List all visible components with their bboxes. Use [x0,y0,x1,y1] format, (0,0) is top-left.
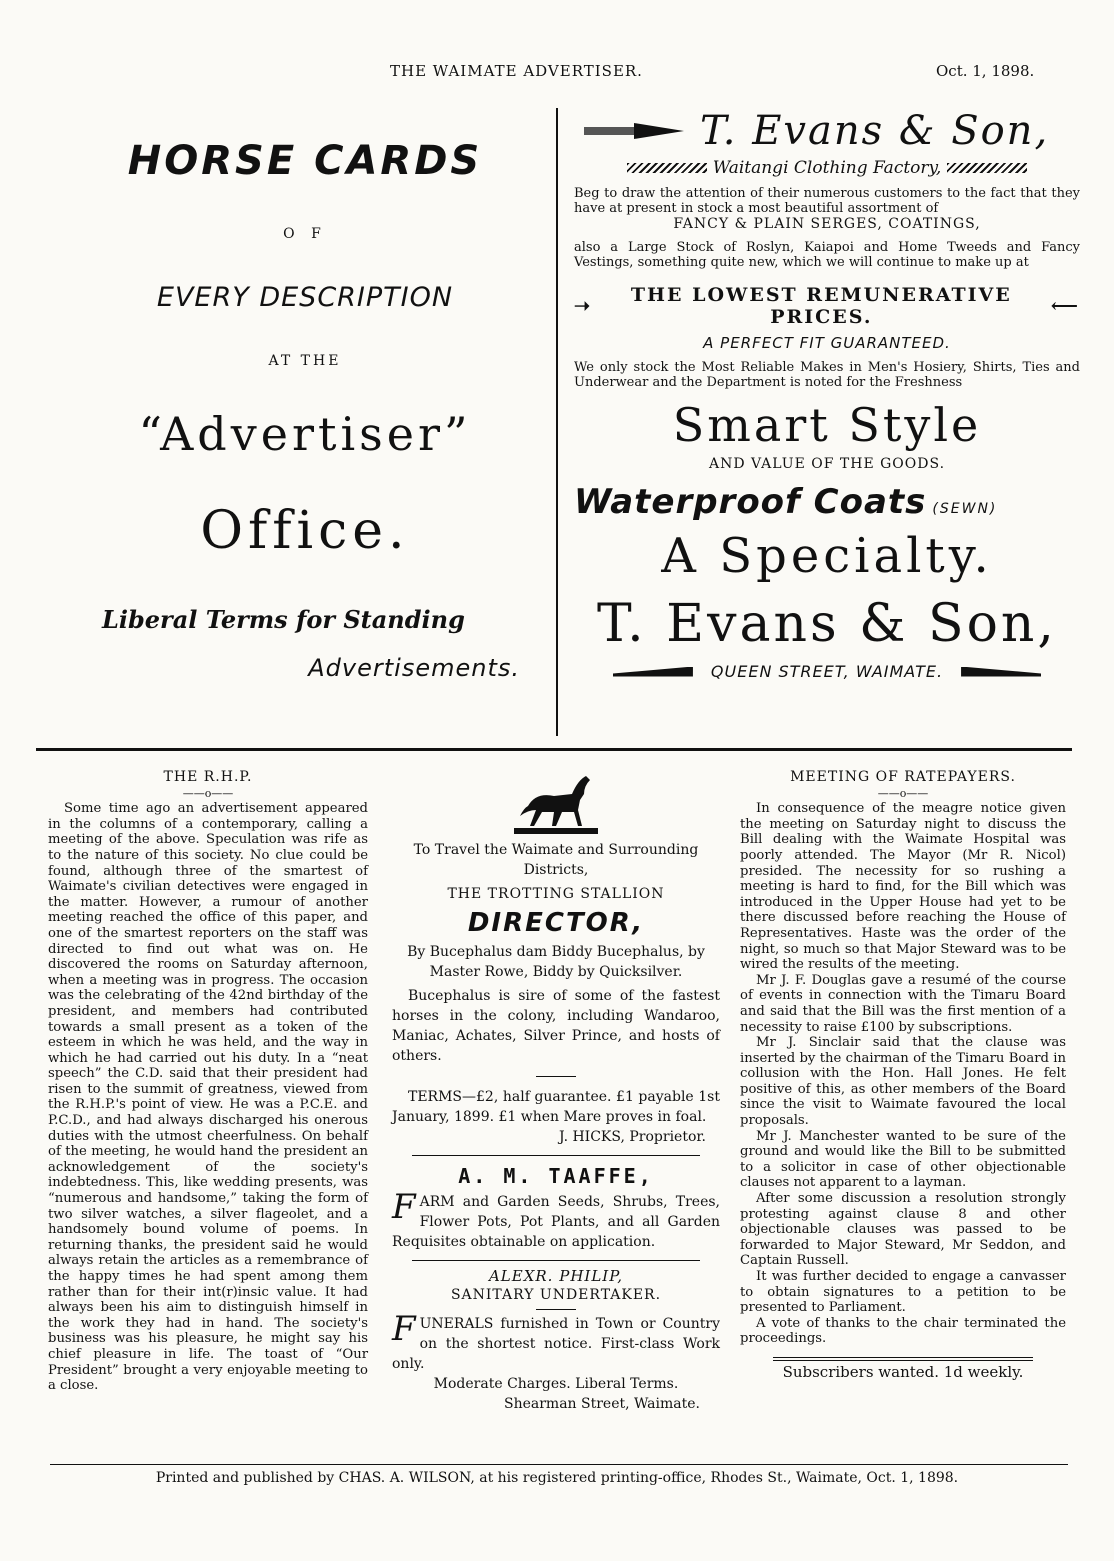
ad-of: O F [283,226,327,242]
farm-dropcap: F [392,1187,416,1227]
divider-line-2 [412,1260,700,1261]
ad-at-the: AT THE [268,353,342,369]
street-text: Shearman Street, Waimate. [503,1395,700,1412]
evans-title: T. Evans & Son, [700,108,1050,154]
ratepayers-p5: After some discussion a resolution strongly protesting against clause 8 and other objectionable clauses was passed to be forwarded to Major Steward, Mr Seddon, and Captain Russell. [740,1191,1066,1269]
hatch-right-icon [947,163,1027,173]
perfect-fit: A PERFECT FIT GUARANTEED. [703,334,951,352]
value-text: AND VALUE OF THE GOODS. [708,456,946,472]
ratepayers-p1: In consequence of the meagre notice given the meeting on Saturday night to discuss the Bill dealing with the Waimate Hospital was poorly attended. The Mayor (Mr R. Nicol) presided. The necessity for so rushing a meeting is hard to find, for the Bill which was introduced in the Upper House had yet to be there discussed before reaching the House of Representatives. Haste was the order of the night, so much so that Major Steward was to be wired the results of the meeting. [740,801,1066,973]
ratepayers-ornament: ——o—— [877,786,929,800]
sewn-text: (SEWN) [932,501,998,517]
ad-advertisements: Advertisements. [308,654,520,682]
imprint-footer: Printed and published by CHAS. A. WILSON, at his registered printing-office, Rhodes St., Waimate, Oct. 1, 1898. [155,1470,959,1486]
hatch-left-icon [627,163,707,173]
arrow-left-icon: ⟵ [1050,295,1080,317]
ad-liberal: Liberal Terms for Standing [102,605,465,634]
divider-line [412,1155,700,1156]
funerals-dropcap: F [392,1308,416,1349]
ratepayers-title: MEETING OF RATEPAYERS. [790,769,1016,785]
smart-style: Smart Style [672,398,982,452]
charges-text: Moderate Charges. Liberal Terms. [433,1375,679,1392]
rhp-title: THE R.H.P. [163,769,253,785]
ad-every: EVERY DESCRIPTION [156,282,454,313]
ratepayers-p7: A vote of thanks to the chair terminated the proceedings. [740,1315,1066,1347]
reliable-text: We only stock the Most Reliable Makes in Men's Hosiery, Shirts, Ties and Underwear and the Department is noted for the Freshness [574,360,1080,390]
farm-text: ARM and Garden Seeds, Shrubs, Trees, Flower Pots, Pot Plants, and all Garden Requisites obtainable on application. [392,1194,720,1250]
section-divider [36,748,1072,751]
waterproof-text: Waterproof Coats [574,482,927,522]
pointing-hand-icon [584,123,684,139]
waterproof-line [574,482,1080,522]
undertaker-text: SANITARY UNDERTAKER. [450,1286,662,1303]
proprietor-text: J. HICKS, Proprietor. [559,1129,706,1145]
wedge-right-icon [961,667,1041,677]
director-name: DIRECTOR, [467,908,645,938]
beg-text: Beg to draw the attention of their numerous customers to the fact that they have at present in stock a most beautiful assortment of [574,186,1080,216]
stock-text: also a Large Stock of Roslyn, Kaiapoi and Home Tweeds and Fancy Vestings, something quite new, which we will continue to make up at [574,240,1080,270]
ad-headline: HORSE CARDS [127,138,483,184]
column-ratepayers [740,770,1066,1381]
wedge-left-icon [613,667,693,677]
address: QUEEN STREET, WAIMATE. [710,662,944,681]
ratepayers-p6: It was further decided to engage a canvasser to obtain signatures to a petition to be presented to Parliament. [740,1269,1066,1316]
philip-name: ALEXR. PHILIP, [488,1267,624,1285]
short-divider-2 [536,1309,576,1310]
arrow-right-icon: ➝ [574,295,592,317]
horse-cards-ad [60,120,550,682]
issue-date: Oct. 1, 1898. [936,62,1035,80]
stallion-text: THE TROTTING STALLION [447,886,665,902]
ratepayers-p3: Mr J. Sinclair said that the clause was inserted by the chairman of the Timaru Board in collusion with the Hon. Hall Jones. He felt positive of this, as other members of the Board since the visit to Waimate favoured the local proposals. [740,1035,1066,1129]
fancy-text: FANCY & PLAIN SERGES, COATINGS, [673,216,981,232]
vertical-divider [556,108,558,736]
horse-icon [506,770,606,840]
column-rhp [48,770,368,1394]
ratepayers-p2: Mr J. F. Douglas gave a resumé of the course of events in connection with the Timaru Board and said that the Bill was the first mention of a necessity to raise £100 by subscriptions. [740,972,1066,1035]
evans-ad [574,108,1080,681]
subscribers-text: Subscribers wanted. 1d weekly. [773,1357,1033,1381]
column-ads [392,770,720,1414]
ad-advertiser: “Advertiser” [138,407,472,461]
paper-title: THE WAIMATE ADVERTISER. [390,62,643,80]
rhp-ornament: ——o—— [182,786,234,800]
short-divider [536,1076,576,1077]
rhp-body: Some time ago an advertisement appeared in the columns of a contemporary, calling a meeting of the above. Speculation was rife as to the nature of this society. No clue could be found, although three of the smartest of Waimate's civilian detectives were engaged in the matter. However, a rumour of another meeting reached the office of this paper, and one of the smartest reporters on the staff was directed to find out what was on. He discovered the rooms on Saturday afternoon, when a meeting was in progress. The occasion was the celebrating of the 42nd birthday of the president, and members had contributed towards a small present as a token of the esteem in which he was held, and the way in which he had carried out his duty. In a “neat speech” the C.D. said that their president had risen to the summit of greatness, viewed from the R.H.P.'s point of view. He was a P.C.E. and P.C.D., and had always discharged his onerous duties with the utmost cheerfulness. On behalf of the meeting, he would hand the president an acknowledgement of the society's indebtedness. This, like wedding presents, was “numerous and handsome,” taking the form of two silver watches, a silver flageolet, and a handsomely bound volume of poems. In returning thanks, the president said he would always retain the articles as a remembrance of the happy times he had spent among them rather than for their int(r)insic value. It had always been his aim to distinguish himself in the work they had in hand. The society's business was his pleasure, he might say his chief pleasure in life. The toast of “Our President” brought a very enjoyable meeting to a close. [48,801,368,1394]
lowest-prices: THE LOWEST REMUNERATIVE PRICES. [630,284,1012,328]
specialty-text: A Specialty. [661,528,993,584]
sire-text: Bucephalus is sire of some of the fastest horses in the colony, including Wandaroo, Maniac, Achates, Silver Prince, and hosts of others. [392,988,720,1064]
travel-text: To Travel the Waimate and Surrounding Districts, [413,842,699,878]
factory-name: Waitangi Clothing Factory, [712,158,942,178]
taaffe-name: A. M. TAAFFE, [458,1164,654,1188]
funerals-text: UNERALS furnished in Town or Country on the shortest notice. First-class Work only. [392,1315,720,1372]
ad-office: Office. [200,501,410,561]
ratepayers-p4: Mr J. Manchester wanted to be sure of the ground and would like the Bill to be submitted to a solicitor in case of other objectionable clauses not apparent to a layman. [740,1128,1066,1191]
terms-text: TERMS—£2, half guarantee. £1 payable 1st January, 1899. £1 when Mare proves in foal. [392,1089,720,1125]
evans-big: T. Evans & Son, [597,594,1057,654]
pedigree-text: By Bucephalus dam Biddy Bucephalus, by Master Rowe, Biddy by Quicksilver. [407,944,705,980]
footer-rule [50,1464,1068,1465]
